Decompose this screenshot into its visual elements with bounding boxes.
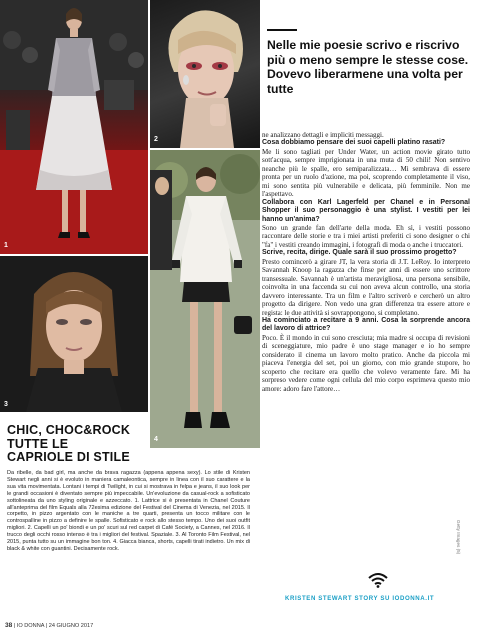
interview-question: Ha cominciato a recitare a 9 anni. Cosa la sorprende ancora del lavoro di attrice?	[262, 316, 470, 333]
title-line-1: CHIC, CHOC&ROCK	[7, 423, 131, 437]
title-line-2: TUTTE LE	[7, 436, 69, 451]
issue-date: 24 GIUGNO 2017	[48, 623, 94, 629]
page-footer: 38 | IO DONNA | 24 GIUGNO 2017	[5, 622, 94, 629]
photo-cannes-closeup	[150, 0, 260, 148]
body-paragraph: Poco. È il mondo in cui sono cresciuta; mia madre si occupa di revisioni di sceneggiature, mio padre è uno stage manager e io ho sempre considerato il cinema un lavoro molto pratico. Anche da piccola mi piaceva l'energia del set, poi un giorno, con mio grande stupore, ho scoperto che recitare era quello che volevo veramente fare. Mi ha sorpreso vedere come ogni cellula del mio corpo esprimeva questo mio amore: adoro fare l'attore…	[262, 333, 470, 393]
interview-question: Cosa dobbiamo pensare dei suoi capelli platino rasati?	[262, 139, 446, 147]
photo-venice-illustration	[0, 0, 148, 254]
photo-white-jacket-illustration	[150, 150, 260, 448]
photo-number-2: 2	[154, 136, 158, 143]
photo-toronto-portrait	[0, 256, 148, 412]
magazine-name: IO DONNA	[16, 623, 45, 629]
quote-rule	[267, 29, 297, 31]
interview-column	[262, 131, 470, 393]
page-number: 38	[5, 622, 13, 629]
photo-number-4: 4	[154, 436, 158, 443]
body-paragraph: Presto comincerò a girare JT, la vera storia di J.T. LeRoy. Io interpreto Savannah Knoop la ragazza che finse per anni di essere uno scrittore transessuale. Savannah è un'artista meravigliosa, una persona sensibile, coinvolta in una faccenda su cui non aveva alcun controllo, una storia davvero interessante. Tra un film e l'altro scriverò e cercherò un altro progetto da dirigere. Non vedo una gran differenza tra essere attore e regista: le due attività si sovrappongono, si completano.	[262, 257, 470, 317]
photo-white-jacket	[150, 150, 260, 448]
interview-question: Scrive, recita, dirige. Quale sarà il suo prossimo progetto?	[262, 249, 457, 257]
photo-credit: Getty Images (5)	[456, 520, 461, 555]
body-paragraph: ne analizzano dettagli e impliciti messaggi.	[262, 131, 384, 139]
photo-cannes-illustration	[150, 0, 260, 148]
pull-quote: Nelle mie poesie scrivo e riscrivo più o meno sempre le stesse cose. Dovevo liberarmene una volta per tutte	[267, 38, 469, 96]
body-paragraph: Me li sono tagliati per Under Water, un action movie girato tutto sott'acqua, sempre imprigionata in una muta di 50 chili! Non sentivo neanche più le spalle, ero semiparalizzata… Mi sembrava di essere pronta per un ruolo d'azione, ma poi, scoprendo completamente il viso, mi sono sentita più vulnerabile e delicata, più femminile. Non me l'aspettavo.	[262, 147, 470, 199]
photo-toronto-illustration	[0, 256, 148, 412]
style-caption-text: Da ribelle, da bad girl, ma anche da brava ragazza (appena appena sexy). Lo stile di Kristen Stewart negli anni si è evoluto in maniera camaleontica, sempre in linea con il suo carattere e la sua vita movimentata. Lontani i tempi di Twilight, in cui si mostrava in felpa e jeans, il suo look per le grandi occasioni è diventato sempre più impeccabile. Un'evoluzione da casual-rock a sofisticato sottolineata da uno styling originale e azzeccato. 1. Lattrice si è presentata in Chanel Couture all'anteprima del film Equals alla 72esima edizione del Festival del Cinema di Venezia, nel 2015. Il corpetto, in pizzo argentato con le maniche a tre quarti, presenta un tocco militare con le controspalline in pizzo a definire le spalle. Sofisticato e rock allo stesso tempo. Uno dei suoi outfit migliori. 2. Capelli un po' biondi e un po' scuri sul red carpet di Café Society, a Cannes, nel 2016. Il trucco degli occhi rosso intenso è tra i migliori del festival. Spaziale. 3. Al Toronto Film Festival, nel 2015, punta tutto su un immagine bon ton. 4. Giacca bianca, shorts, capelli tirati indietro. Un mix di black & white con guantini. Decisamente rock.	[7, 470, 250, 552]
photo-number-3: 3	[4, 401, 8, 408]
section-title	[7, 424, 157, 465]
body-paragraph: Sono un grande fan dell'arte della moda. Eh sì, i vestiti possono raccontare delle storie e tra i miei artisti preferiti ci sono designer o chi "fa" i vestiti creando immagini, i fotografi di moda o anche i truccatori.	[262, 223, 470, 249]
wifi-icon	[368, 572, 388, 593]
story-link[interactable]: KRISTEN STEWART STORY SU IODONNA.IT	[285, 595, 435, 602]
interview-question: Collabora con Karl Lagerfeld per Chanel e in Personal Shopper il suo personaggio è una stylist. I vestiti per lei hanno un'anima?	[262, 198, 470, 223]
title-line-3: CAPRIOLE DI STILE	[7, 450, 130, 464]
photo-number-1: 1	[4, 242, 8, 249]
photo-venice-red-carpet	[0, 0, 148, 254]
